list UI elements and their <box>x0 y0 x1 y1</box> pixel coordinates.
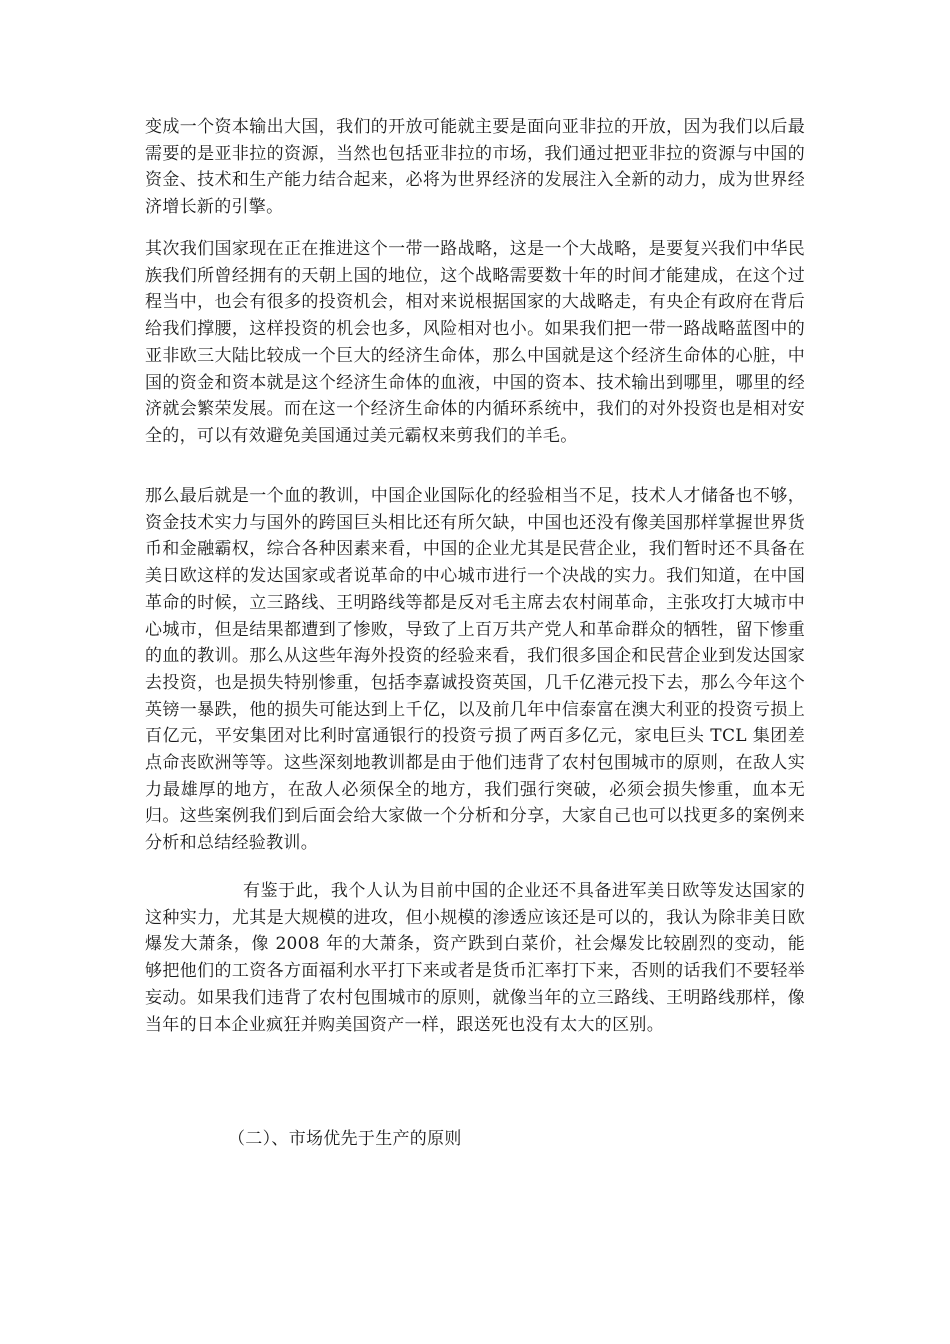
paragraph-conclusion: 有鉴于此，我个人认为目前中国的企业还不具备进军美日欧等发达国家的这种实力，尤其是大规模的进攻，但小规模的渗透应该还是可以的，我认为除非美日欧爆发大萧条，像 2008 年的大萧条，资产跌到白菜价，社会爆发比较剧烈的变动，能够把他们的工资各方面福利水平打下来或者是货币汇率打下来，否则的话我们不要轻举妄动。如果我们违背了农村包围城市的原则，就像当年的立三路线、王明路线那样，像当年的日本企业疯狂并购美国资产一样，跟送死也没有太大的区别。 <box>145 881 805 1035</box>
paragraph-capital-export: 变成一个资本输出大国，我们的开放可能就主要是面向亚非拉的开放，因为我们以后最需要的是亚非拉的资源，当然也包括亚非拉的市场，我们通过把亚非拉的资源与中国的资金、技术和生产能力结合起来，必将为世界经济的发展注入全新的动力，成为世界经济增长新的引擎。 <box>145 117 805 218</box>
paragraph-belt-and-road: 其次我们国家现在正在推进这个一带一路战略，这是一个大战略，是要复兴我们中华民族我们所曾经拥有的天朝上国的地位，这个战略需要数十年的时间才能建成，在这个过程当中，也会有很多的投资机会，相对来说根据国家的大战略走，有央企有政府在背后给我们撑腰，这样投资的机会也多，风险相对也小。如果我们把一带一路战略蓝图中的亚非欧三大陆比较成一个巨大的经济生命体，那么中国就是这个经济生命体的心脏，中国的资金和资本就是这个经济生命体的血液，中国的资本、技术输出到哪里，哪里的经济就会繁荣发展。而在这一个经济生命体的内循环系统中，我们的对外投资也是相对安全的，可以有效避免美国通过美元霸权来剪我们的羊毛。 <box>145 239 805 446</box>
paragraph-blood-lesson: 那么最后就是一个血的教训，中国企业国际化的经验相当不足，技术人才储备也不够，资金技术实力与国外的跨国巨头相比还有所欠缺，中国也还没有像美国那样掌握世界货币和金融霸权，综合各种因素来看，中国的企业尤其是民营企业，我们暂时还不具备在美日欧这样的发达国家或者说革命的中心城市进行一个决战的实力。我们知道，在中国革命的时候，立三路线、王明路线等都是反对毛主席去农村闹革命，主张攻打大城市中心城市，但是结果都遭到了惨败，导致了上百万共产党人和革命群众的牺牲，留下惨重的血的教训。那么从这些年海外投资的经验来看，我们很多国企和民营企业到发达国家去投资，也是损失特别惨重，包括李嘉诚投资英国，几千亿港元投下去，那么今年这个英镑一暴跌，他的损失可能达到上千亿，以及前几年中信泰富在澳大利亚的投资亏损上百亿元，平安集团对比利时富通银行的投资亏损了两百多亿元，家电巨头 TCL 集团差点命丧欧洲等等。这些深刻地教训都是由于他们违背了农村包围城市的原则，在敌人实力最雄厚的地方，在敌人必须保全的地方，我们强行突破，必须会损失惨重，血本无归。这些案例我们到后面会给大家做一个分析和分享，大家自己也可以找更多的案例来分析和总结经验教训。 <box>145 486 805 854</box>
section-heading: （二）、市场优先于生产的原则 <box>228 1129 462 1149</box>
